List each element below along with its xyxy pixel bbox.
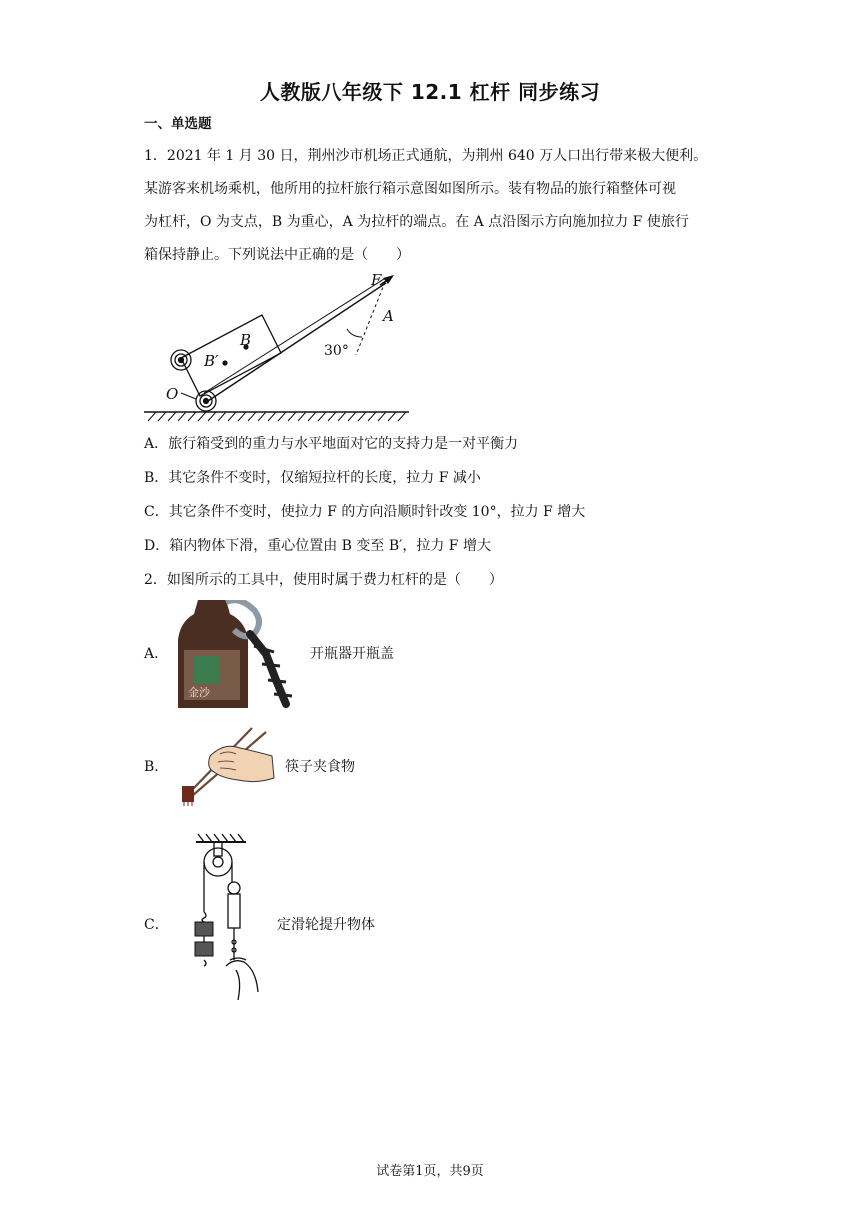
question-1-option-a: A．旅行箱受到的重力与水平地面对它的支持力是一对平衡力 <box>144 436 519 452</box>
question-2-stem: 2．如图所示的工具中，使用时属于费力杠杆的是（ ） <box>144 572 503 588</box>
question-2-option-c-label: C． <box>144 917 169 933</box>
label-B: B <box>240 331 252 349</box>
bottle-opener-image <box>170 600 306 708</box>
label-O: O <box>166 385 179 403</box>
question-1-line: 为杠杆，O 为支点，B 为重心，A 为拉杆的端点。在 A 点沿图示方向施加拉力 F 使旅行 <box>144 214 689 230</box>
question-1-line: 箱保持静止。下列说法中正确的是（ ） <box>144 247 410 263</box>
question-2-option-c-caption: 定滑轮提升物体 <box>277 917 375 933</box>
svg-text:金沙: 金沙 <box>188 686 210 699</box>
question-2-option-a-label: A． <box>144 646 169 662</box>
fixed-pulley-image <box>186 832 270 1004</box>
question-2-option-b-label: B． <box>144 759 169 775</box>
label-B-prime: B′ <box>204 352 219 370</box>
page-title: 人教版八年级下 12.1 杠杆 同步练习 <box>259 80 601 104</box>
question-2-option-b-caption: 筷子夹食物 <box>285 759 355 775</box>
question-1-line: 1．2021 年 1 月 30 日，荆州沙市机场正式通航，为荆州 640 万人口出行带来极大便利。 <box>144 148 708 164</box>
section-heading: 一、单选题 <box>144 116 212 132</box>
question-1-line: 某游客来机场乘机，他所用的拉杆旅行箱示意图如图所示。装有物品的旅行箱整体可视 <box>144 181 676 197</box>
label-angle: 30° <box>324 343 349 359</box>
label-A: A <box>383 307 394 325</box>
question-1-stem <box>144 140 724 272</box>
label-F: F <box>371 271 382 289</box>
question-1-option-c: C．其它条件不变时，使拉力 F 的方向沿顺时针改变 10°，拉力 F 增大 <box>144 504 586 520</box>
question-1-option-b: B．其它条件不变时，仅缩短拉杆的长度，拉力 F 减小 <box>144 470 481 486</box>
question-2-option-a-caption: 开瓶器开瓶盖 <box>310 646 394 662</box>
question-1-option-d: D．箱内物体下滑，重心位置由 B 变至 B′，拉力 F 增大 <box>144 538 491 554</box>
chopsticks-image <box>180 722 280 806</box>
page-footer: 试卷第1页，共9页 <box>376 1164 484 1179</box>
luggage-lever-figure <box>144 265 424 425</box>
